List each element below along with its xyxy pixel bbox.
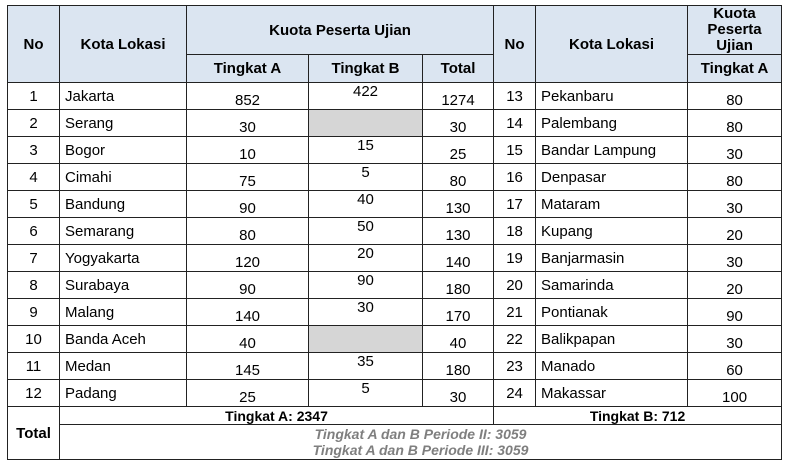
row-total: 1274 <box>423 83 494 110</box>
row-no-right: 18 <box>494 218 536 245</box>
row-kota: Bogor <box>60 137 187 164</box>
table-row <box>8 245 782 272</box>
header-kota-lokasi: Kota Lokasi <box>60 6 187 83</box>
row-tingkat-a: 145 <box>187 353 309 380</box>
row-kota: Malang <box>60 299 187 326</box>
period-totals <box>60 425 782 460</box>
tingkat-a-total: Tingkat A: 2347 <box>60 407 494 425</box>
row-no-right: 13 <box>494 83 536 110</box>
row-no-right: 15 <box>494 137 536 164</box>
row-kota-right: Mataram <box>536 191 688 218</box>
row-kota-right: Palembang <box>536 110 688 137</box>
row-kota-right: Manado <box>536 353 688 380</box>
row-tingkat-a-right: 30 <box>688 137 782 164</box>
header-kuota-right <box>688 6 782 55</box>
header-kuota-peserta-ujian: Kuota Peserta Ujian <box>187 6 494 55</box>
row-total: 140 <box>423 245 494 272</box>
row-total: 25 <box>423 137 494 164</box>
row-tingkat-b: 40 <box>309 191 423 218</box>
row-tingkat-a-right: 80 <box>688 110 782 137</box>
row-kota: Jakarta <box>60 83 187 110</box>
header-tingkat-b: Tingkat B <box>309 55 423 83</box>
table-row <box>8 137 782 164</box>
row-no: 1 <box>8 83 60 110</box>
row-tingkat-a: 25 <box>187 380 309 407</box>
header-total: Total <box>423 55 494 83</box>
row-no-right: 21 <box>494 299 536 326</box>
row-tingkat-a-right: 100 <box>688 380 782 407</box>
periode-ii-total: Tingkat A dan B Periode II: 3059 <box>314 426 527 442</box>
row-tingkat-a: 75 <box>187 164 309 191</box>
row-tingkat-a-right: 80 <box>688 164 782 191</box>
row-tingkat-a: 80 <box>187 218 309 245</box>
header-no-right: No <box>494 6 536 83</box>
row-no: 10 <box>8 326 60 353</box>
row-tingkat-b: 30 <box>309 299 423 326</box>
row-kota: Padang <box>60 380 187 407</box>
table-body <box>8 83 782 407</box>
row-kota: Bandung <box>60 191 187 218</box>
row-kota-right: Banjarmasin <box>536 245 688 272</box>
row-tingkat-b: 5 <box>309 380 423 407</box>
row-tingkat-a: 30 <box>187 110 309 137</box>
row-no-right: 19 <box>494 245 536 272</box>
table-row <box>8 218 782 245</box>
row-no: 2 <box>8 110 60 137</box>
row-kota: Banda Aceh <box>60 326 187 353</box>
row-tingkat-b: 35 <box>309 353 423 380</box>
row-no-right: 17 <box>494 191 536 218</box>
quota-table <box>7 5 782 460</box>
row-tingkat-a: 140 <box>187 299 309 326</box>
row-tingkat-b: 5 <box>309 164 423 191</box>
row-tingkat-a: 120 <box>187 245 309 272</box>
row-kota-right: Denpasar <box>536 164 688 191</box>
table-row <box>8 326 782 353</box>
row-no-right: 22 <box>494 326 536 353</box>
row-no: 3 <box>8 137 60 164</box>
row-no: 7 <box>8 245 60 272</box>
row-no: 11 <box>8 353 60 380</box>
row-no: 8 <box>8 272 60 299</box>
header-kuota-line1: Kuota <box>713 5 756 22</box>
row-kota: Surabaya <box>60 272 187 299</box>
row-tingkat-a-right: 30 <box>688 191 782 218</box>
row-total: 170 <box>423 299 494 326</box>
table-row <box>8 272 782 299</box>
row-tingkat-a: 40 <box>187 326 309 353</box>
row-tingkat-a-right: 80 <box>688 83 782 110</box>
row-no: 5 <box>8 191 60 218</box>
row-tingkat-a-right: 90 <box>688 299 782 326</box>
header-kuota-line2: Peserta Ujian <box>707 21 762 54</box>
row-tingkat-b <box>309 110 423 137</box>
table-row <box>8 164 782 191</box>
tingkat-b-total: Tingkat B: 712 <box>494 407 782 425</box>
row-total: 40 <box>423 326 494 353</box>
row-tingkat-a: 852 <box>187 83 309 110</box>
table-row <box>8 380 782 407</box>
row-total: 130 <box>423 218 494 245</box>
row-kota-right: Kupang <box>536 218 688 245</box>
row-no-right: 14 <box>494 110 536 137</box>
row-kota-right: Balikpapan <box>536 326 688 353</box>
table-row <box>8 299 782 326</box>
row-total: 130 <box>423 191 494 218</box>
row-tingkat-a: 10 <box>187 137 309 164</box>
header-tingkat-a: Tingkat A <box>187 55 309 83</box>
row-tingkat-a-right: 30 <box>688 245 782 272</box>
row-kota-right: Pekanbaru <box>536 83 688 110</box>
row-tingkat-b: 50 <box>309 218 423 245</box>
row-kota: Semarang <box>60 218 187 245</box>
row-kota: Medan <box>60 353 187 380</box>
row-tingkat-b: 15 <box>309 137 423 164</box>
row-no: 4 <box>8 164 60 191</box>
row-tingkat-a-right: 20 <box>688 272 782 299</box>
row-no: 9 <box>8 299 60 326</box>
table-row <box>8 353 782 380</box>
row-no: 6 <box>8 218 60 245</box>
row-total: 30 <box>423 110 494 137</box>
table-row <box>8 83 782 110</box>
row-total: 180 <box>423 272 494 299</box>
row-total: 30 <box>423 380 494 407</box>
row-tingkat-a: 90 <box>187 191 309 218</box>
periode-iii-total: Tingkat A dan B Periode III: 3059 <box>312 442 529 458</box>
header-kota-lokasi-right: Kota Lokasi <box>536 6 688 83</box>
row-kota: Cimahi <box>60 164 187 191</box>
row-tingkat-b <box>309 326 423 353</box>
row-tingkat-a: 90 <box>187 272 309 299</box>
total-label: Total <box>8 407 60 460</box>
row-tingkat-a-right: 60 <box>688 353 782 380</box>
row-kota: Serang <box>60 110 187 137</box>
row-no-right: 24 <box>494 380 536 407</box>
row-tingkat-b: 422 <box>309 83 423 110</box>
table-row <box>8 110 782 137</box>
row-tingkat-b: 90 <box>309 272 423 299</box>
header-tingkat-a-right: Tingkat A <box>688 55 782 83</box>
row-total: 80 <box>423 164 494 191</box>
row-no-right: 20 <box>494 272 536 299</box>
header-no: No <box>8 6 60 83</box>
row-kota-right: Bandar Lampung <box>536 137 688 164</box>
row-no-right: 23 <box>494 353 536 380</box>
table-row <box>8 191 782 218</box>
row-total: 180 <box>423 353 494 380</box>
row-tingkat-a-right: 20 <box>688 218 782 245</box>
row-no: 12 <box>8 380 60 407</box>
row-tingkat-a-right: 30 <box>688 326 782 353</box>
row-kota-right: Samarinda <box>536 272 688 299</box>
row-tingkat-b: 20 <box>309 245 423 272</box>
row-kota: Yogyakarta <box>60 245 187 272</box>
row-no-right: 16 <box>494 164 536 191</box>
row-kota-right: Pontianak <box>536 299 688 326</box>
row-kota-right: Makassar <box>536 380 688 407</box>
